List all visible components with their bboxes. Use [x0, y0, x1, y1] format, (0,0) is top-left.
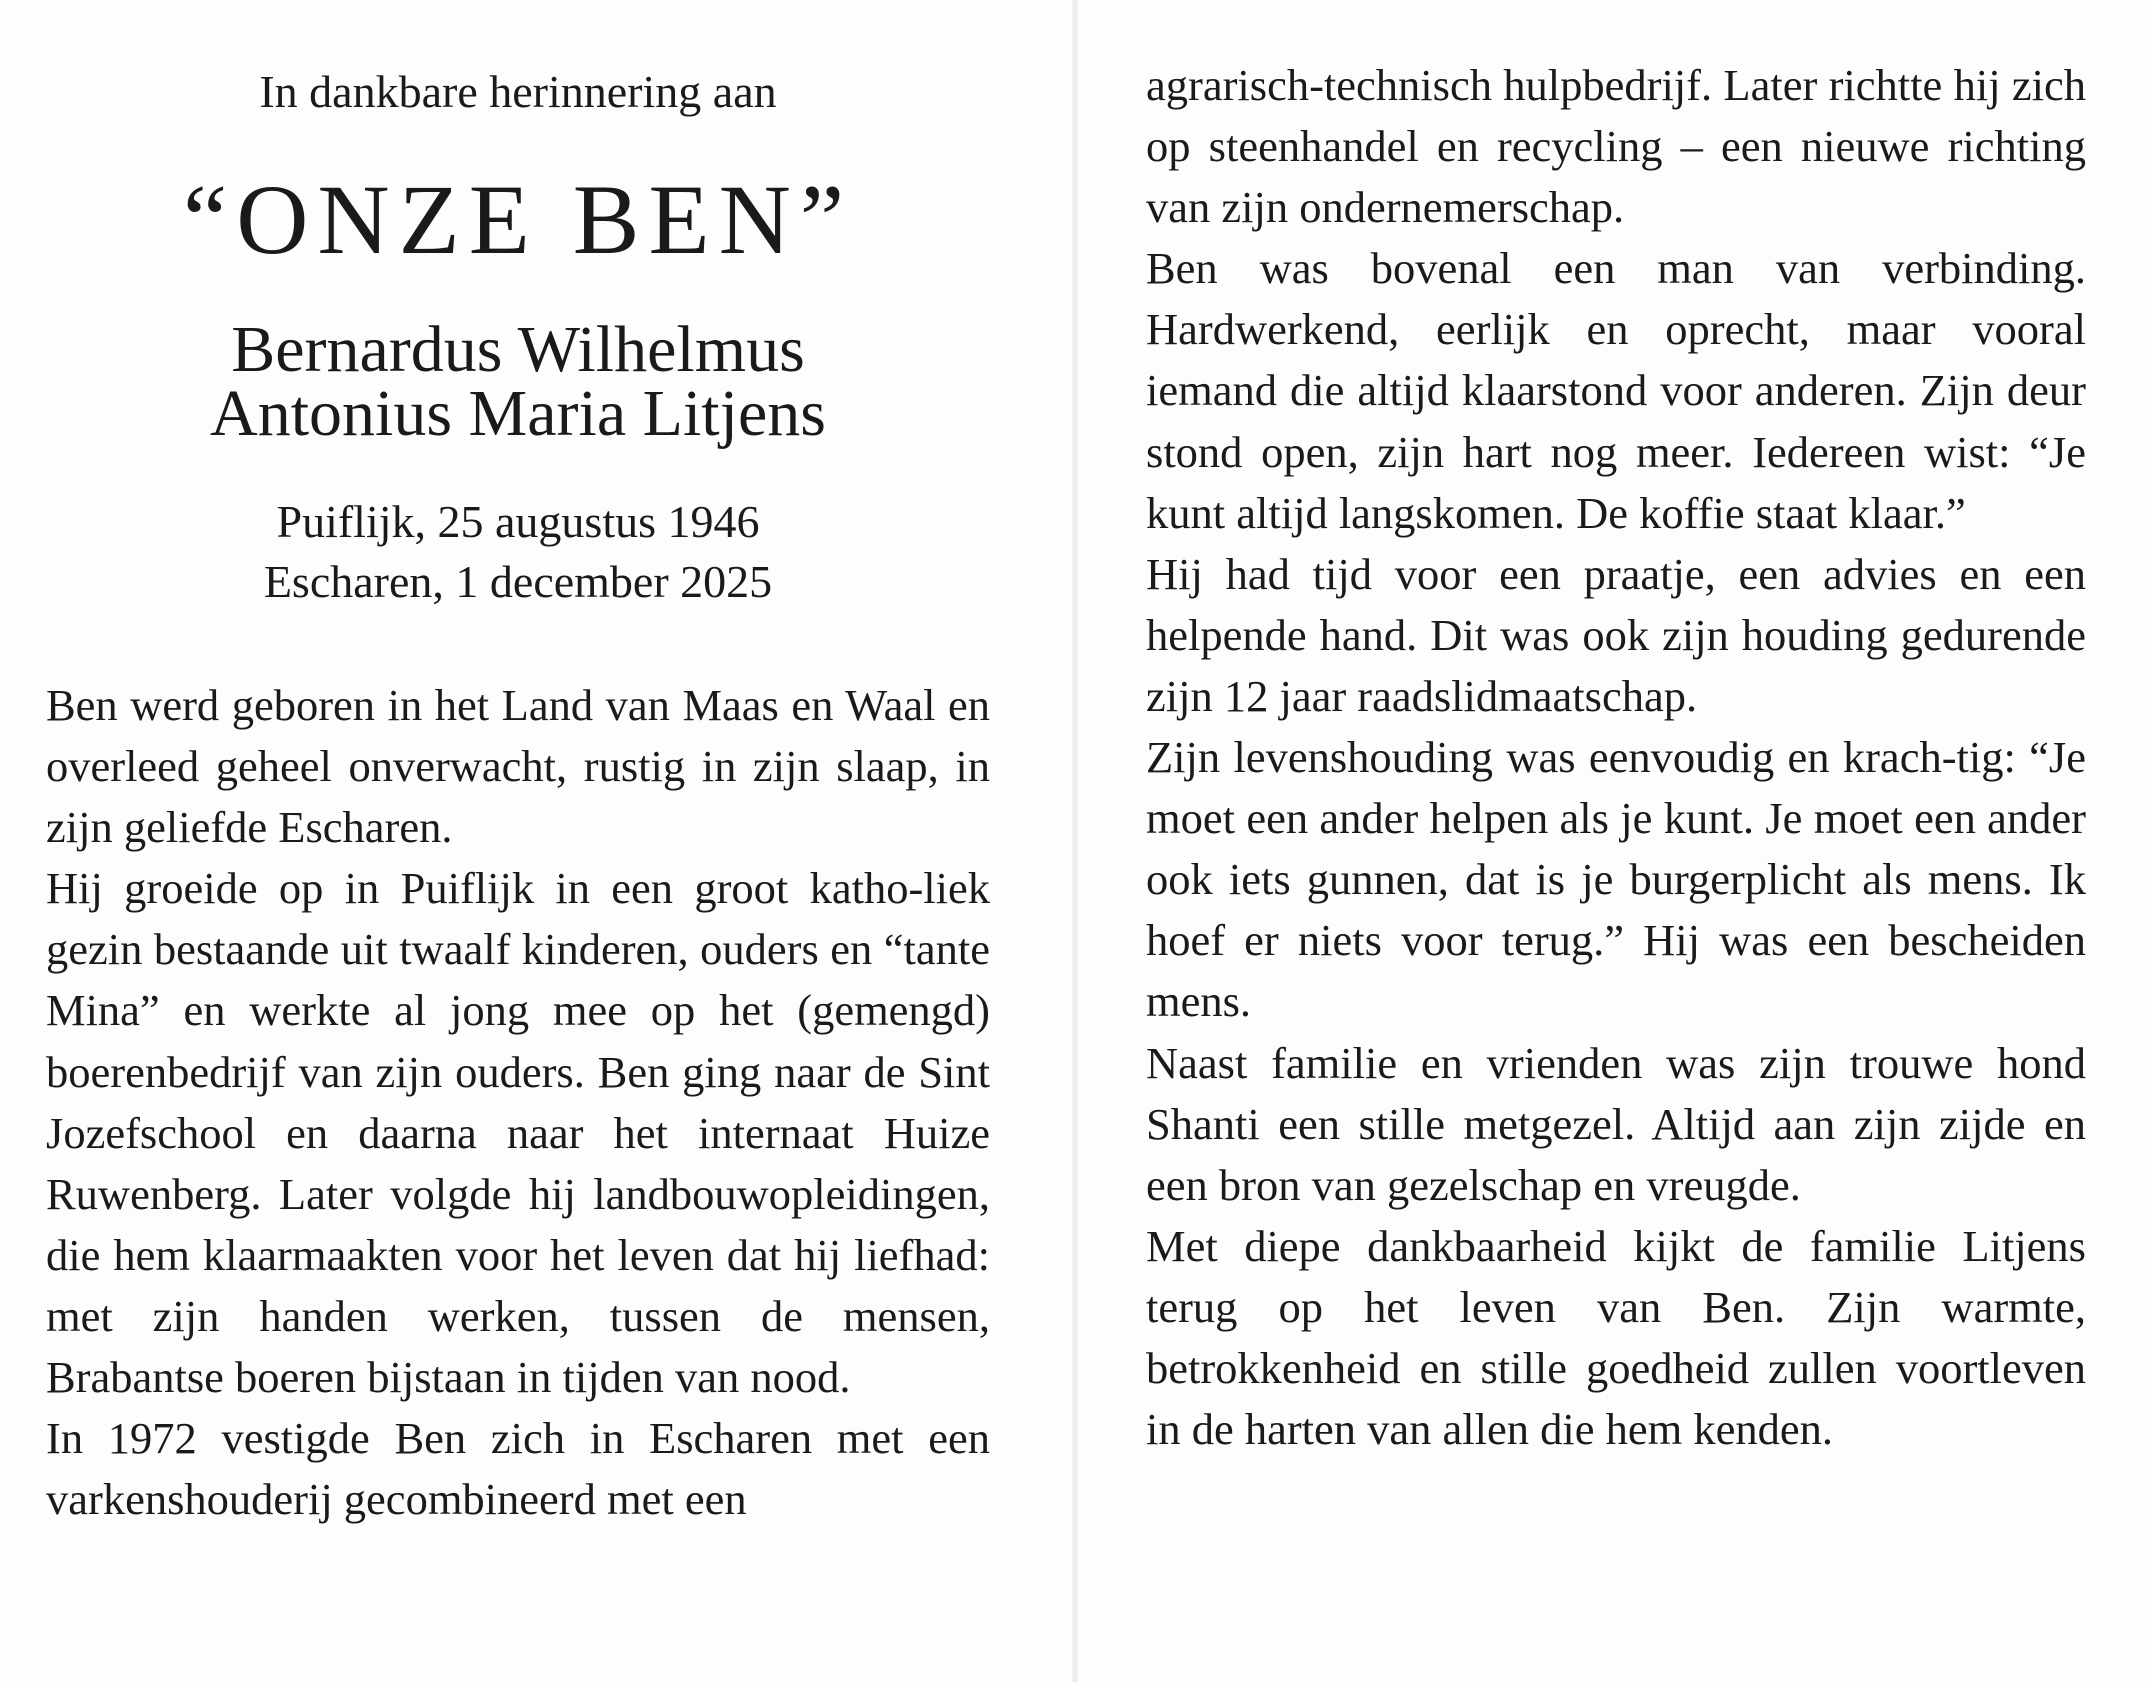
- paragraph: Ben werd geboren in het Land van Maas en Waal en overleed geheel onverwacht, rustig in zijn slaap, in zijn geliefde Escharen.: [46, 680, 990, 853]
- left-page: [46, 0, 990, 1682]
- dates: [46, 492, 990, 612]
- paragraph: Met diepe dankbaarheid kijkt de familie Litjens terug op het leven van Ben. Zijn warmte, betrokkenheid en stille goedheid zullen voortleven in de harten van allen die hem kenden.: [1146, 1220, 2086, 1455]
- right-body-text: [1146, 55, 2086, 1460]
- paragraph: Zijn levenshouding was eenvoudig en krach-tig: “Je moet een ander helpen als je kunt. Je moet een ander ook iets gunnen, dat is je burgerplicht als mens. Ik hoef er niets voor terug.” Hij was een bescheiden mens.: [1146, 732, 2086, 1027]
- death-date: Escharen, 1 december 2025: [263, 556, 773, 607]
- paragraph: Hij had tijd voor een praatje, een advies en een helpende hand. Dit was ook zijn houding gedurende zijn 12 jaar raadslidmaatschap.: [1146, 548, 2086, 721]
- paragraph: Ben was bovenal een man van verbinding. Hardwerkend, eerlijk en oprecht, maar vooral iemand die altijd klaarstond voor anderen. Zijn deur stond open, zijn hart nog meer. Iedereen wist: “Je kunt altijd langskomen. De koffie staat klaar.”: [1146, 243, 2086, 538]
- paragraph: Hij groeide op in Puiflijk in een groot katho-liek gezin bestaande uit twaalf kinderen, ouders en “tante Mina” en werkte al jong mee op het (gemengd) boerenbedrijf van zijn ouders. Ben ging naar de Sint Jozefschool en daarna naar het internaat Huize Ruwenberg. Later volgde hij landbouwopleidingen, die hem klaarmaakten voor het leven dat hij liefhad: met zijn handen werken, tussen de mensen, Brabantse boeren bijstaan in tijden van nood.: [46, 863, 990, 1403]
- intro-line: In dankbare herinnering aan: [259, 66, 777, 117]
- title: “ONZE BEN”: [182, 164, 854, 275]
- birth-date: Puiflijk, 25 augustus 1946: [276, 496, 760, 547]
- name-line-2: Antonius Maria Litjens: [210, 377, 826, 450]
- paragraph: agrarisch-technisch hulpbedrijf. Later richtte hij zich op steenhandel en recycling – een nieuwe richting van zijn ondernemerschap.: [1146, 60, 2086, 233]
- right-page: [1146, 0, 2086, 1682]
- name-line-1: Bernardus Wilhelmus: [231, 313, 805, 386]
- card-fold: [1072, 0, 1078, 1682]
- left-body-text: [46, 675, 990, 1530]
- full-name: [46, 313, 990, 450]
- paragraph: In 1972 vestigde Ben zich in Escharen met een varkenshouderij gecombineerd met een: [46, 1413, 990, 1525]
- paragraph: Naast familie en vrienden was zijn trouwe hond Shanti een stille metgezel. Altijd aan zijn zijde en een bron van gezelschap en vreugde.: [1146, 1037, 2086, 1210]
